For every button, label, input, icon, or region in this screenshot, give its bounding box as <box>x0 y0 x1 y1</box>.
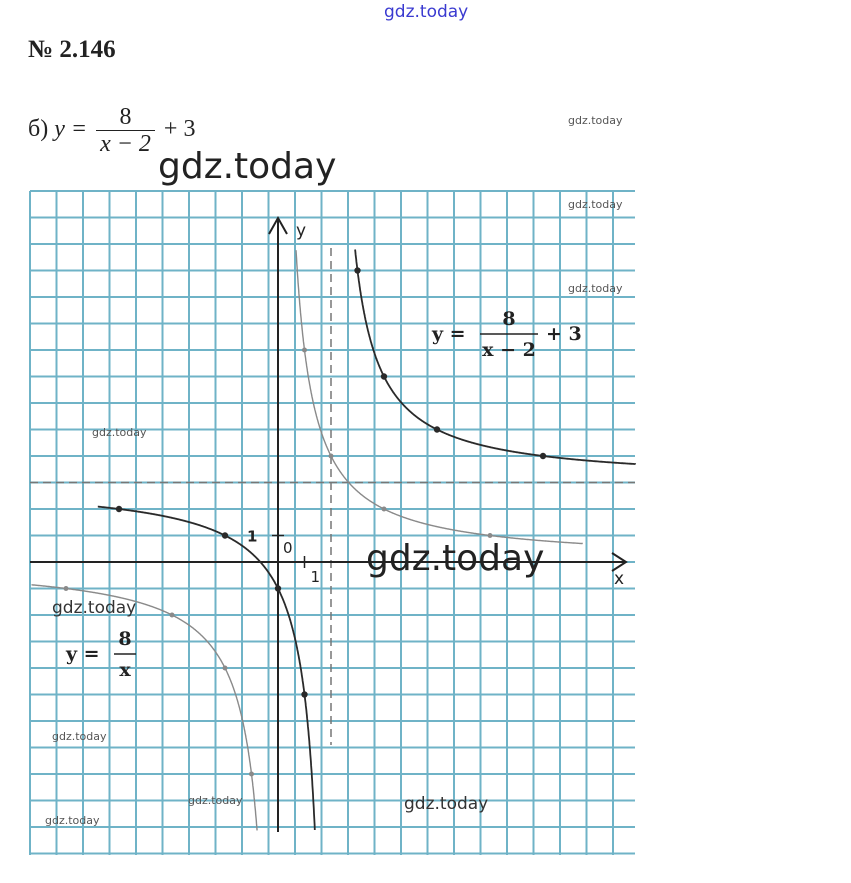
data-point <box>223 666 228 671</box>
watermark-small: gdz.today <box>568 114 623 127</box>
legend-lhs: y = <box>432 323 466 345</box>
legend-numerator: 8 <box>502 308 516 330</box>
legend-numerator: 8 <box>118 628 132 650</box>
data-point <box>301 691 307 697</box>
data-point <box>329 454 334 459</box>
legend-denominator: x <box>119 659 131 681</box>
problem-number: № 2.146 <box>28 36 116 63</box>
watermark-small: gdz.today <box>92 426 147 439</box>
data-point <box>354 267 360 273</box>
legend-lhs: y = <box>66 643 100 665</box>
task-lhs: y = <box>54 116 88 143</box>
legend-tail: + 3 <box>546 323 582 345</box>
watermark-mid: gdz.today <box>52 598 137 618</box>
watermark-small: gdz.today <box>52 730 107 743</box>
watermark-mid: gdz.today <box>404 794 489 814</box>
y-axis-label: y <box>296 221 307 241</box>
curve-branch-right <box>296 250 583 543</box>
x-tick-label: 1 <box>310 568 321 586</box>
watermark-small: gdz.today <box>188 794 243 807</box>
task-numerator: 8 <box>119 104 132 130</box>
data-point <box>540 453 546 459</box>
data-point <box>249 772 254 777</box>
watermark-top: gdz.today <box>384 2 469 22</box>
legend-base-hyperbola <box>65 628 136 681</box>
watermark-big: gdz.today <box>366 538 545 579</box>
data-point <box>64 586 69 591</box>
data-point <box>170 613 175 618</box>
data-point <box>275 585 281 591</box>
data-point <box>434 426 440 432</box>
watermark-small: gdz.today <box>45 814 100 827</box>
task-denominator: x − 2 <box>96 130 155 157</box>
data-point <box>382 507 387 512</box>
x-axis-label: x <box>614 569 625 589</box>
grid-lines <box>30 191 635 855</box>
data-point <box>381 373 387 379</box>
data-point <box>302 348 307 353</box>
watermark-small: gdz.today <box>568 198 623 211</box>
watermark-big: gdz.today <box>158 146 337 187</box>
legend-denominator: x − 2 <box>482 339 536 361</box>
data-point <box>222 532 228 538</box>
task-part-label: б) <box>28 116 49 143</box>
origin-label: 0 <box>283 539 293 557</box>
data-point <box>116 506 122 512</box>
y-tick-label: 1 <box>247 527 258 546</box>
watermark-small: gdz.today <box>568 282 623 295</box>
task-tail: + 3 <box>163 116 196 143</box>
